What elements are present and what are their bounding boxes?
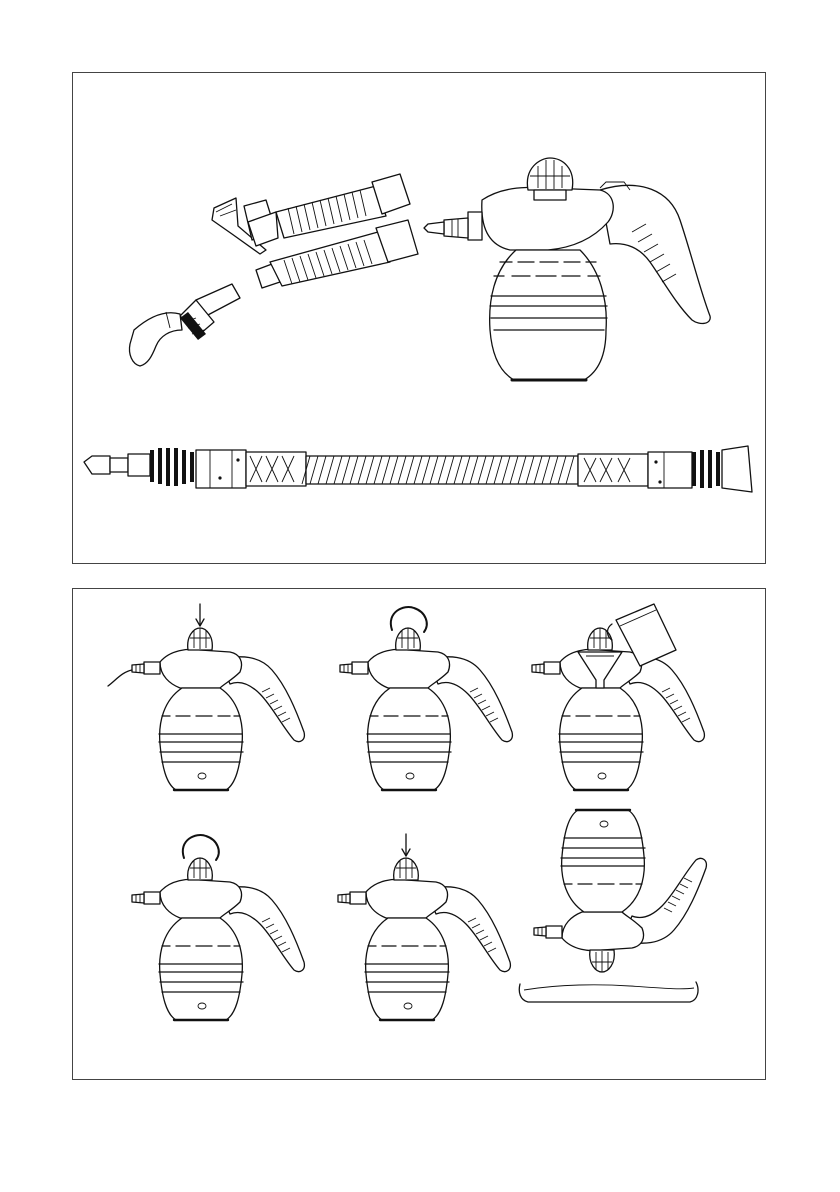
drip-tray: [519, 982, 698, 1002]
step-6-drain: [534, 810, 706, 972]
step-4-refit-cap: [132, 835, 304, 1020]
step-2-remove-cap: [340, 607, 512, 790]
extension-tube-lower: [256, 220, 418, 288]
step-5-lock-cap: [338, 834, 510, 1020]
flexible-hose: [84, 446, 752, 492]
angled-nozzle: [129, 312, 182, 366]
steam-cleaner-main: [424, 158, 710, 380]
brush-attachment: [180, 284, 240, 340]
step-1-press-cap: [108, 604, 304, 790]
window-squeegee-attachment: [212, 198, 278, 254]
